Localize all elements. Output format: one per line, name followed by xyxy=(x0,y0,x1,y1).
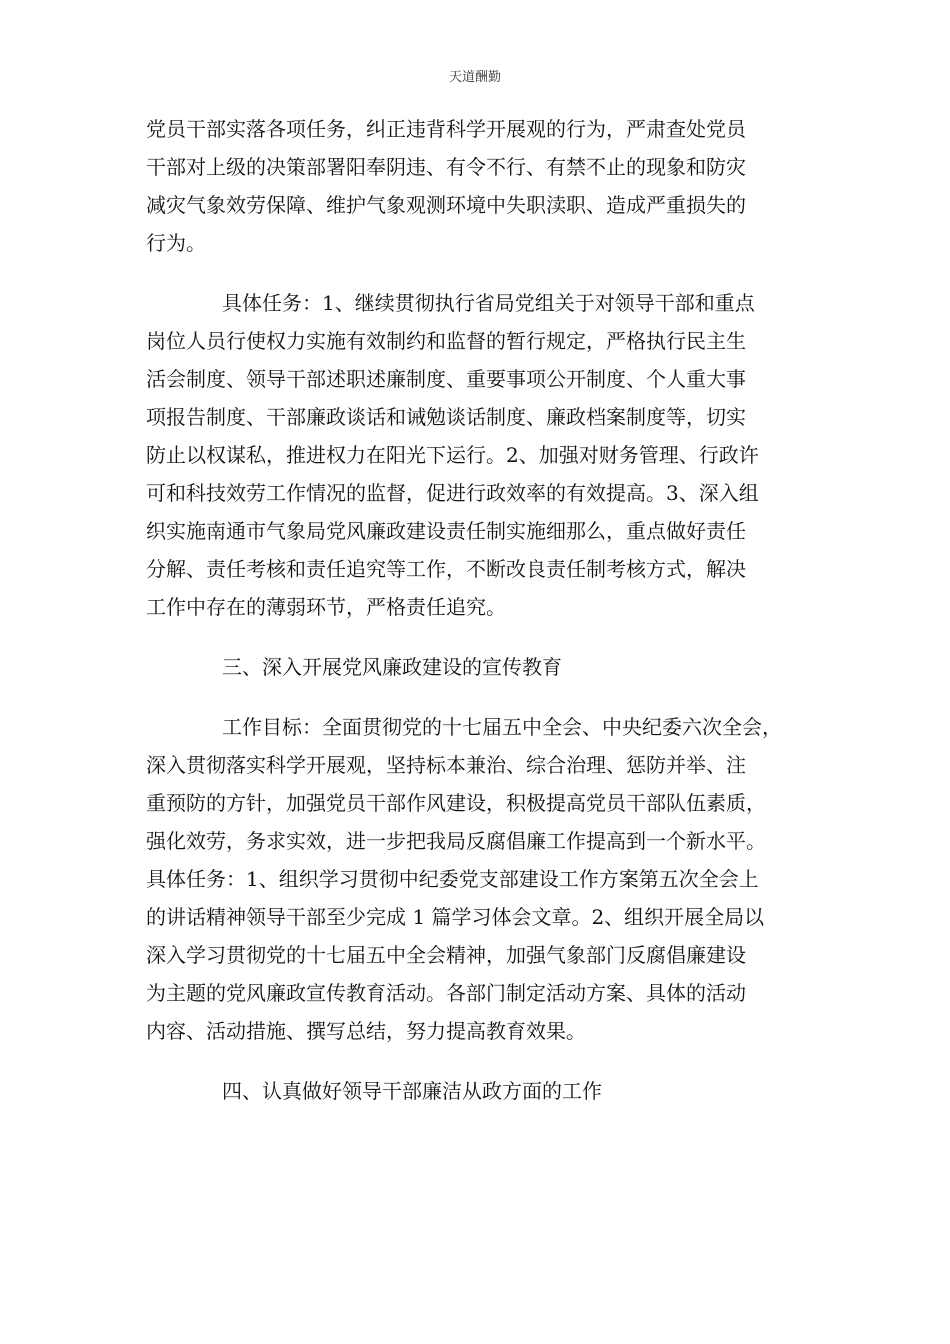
text-line: 具体任务：1、组织学习贯彻中纪委党支部建设工作方案第五次全会上 xyxy=(146,867,759,891)
text-line: 织实施南通市气象局党风廉政建设责任制实施细那么，重点做好责任 xyxy=(146,519,746,543)
text-line: 为主题的党风廉政宣传教育活动。各部门制定活动方案、具体的活动 xyxy=(146,981,746,1005)
text-line: 可和科技效劳工作情况的监督，促进行政效率的有效提高。3、深入组 xyxy=(146,481,759,505)
text-line: 行为。 xyxy=(146,231,206,255)
text-line: 防止以权谋私，推进权力在阳光下运行。2、加强对财务管理、行政许 xyxy=(146,443,759,467)
text-line: 具体任务：1、继续贯彻执行省局党组关于对领导干部和重点 xyxy=(222,291,755,315)
text-line: 强化效劳，务求实效，进一步把我局反腐倡廉工作提高到一个新水平。 xyxy=(146,829,766,853)
section-heading: 四、认真做好领导干部廉洁从政方面的工作 xyxy=(222,1079,602,1103)
text-line: 内容、活动措施、撰写总结，努力提高教育效果。 xyxy=(146,1019,586,1043)
section-heading: 三、深入开展党风廉政建设的宣传教育 xyxy=(222,655,562,679)
text-line: 岗位人员行使权力实施有效制约和监督的暂行规定，严格执行民主生 xyxy=(146,329,746,353)
text-line: 深入贯彻落实科学开展观，坚持标本兼治、综合治理、惩防并举、注 xyxy=(146,753,746,777)
text-line: 活会制度、领导干部述职述廉制度、重要事项公开制度、个人重大事 xyxy=(146,367,746,391)
text-line: 工作目标：全面贯彻党的十七届五中全会、中央纪委六次全会， xyxy=(222,715,782,739)
text-line: 减灾气象效劳保障、维护气象观测环境中失职渎职、造成严重损失的 xyxy=(146,193,746,217)
text-line: 重预防的方针，加强党员干部作风建设，积极提高党员干部队伍素质， xyxy=(146,791,766,815)
text-line: 分解、责任考核和责任追究等工作，不断改良责任制考核方式，解决 xyxy=(146,557,746,581)
text-line: 深入学习贯彻党的十七届五中全会精神，加强气象部门反腐倡廉建设 xyxy=(146,943,746,967)
page-header: 天道酬勤 xyxy=(448,70,501,85)
text-line: 工作中存在的薄弱环节，严格责任追究。 xyxy=(146,595,506,619)
text-line: 党员干部实落各项任务，纠正违背科学开展观的行为，严肃查处党员 xyxy=(146,117,746,141)
text-line: 的讲话精神领导干部至少完成 1 篇学习体会文章。2、组织开展全局以 xyxy=(146,905,765,929)
text-line: 项报告制度、干部廉政谈话和诫勉谈话制度、廉政档案制度等，切实 xyxy=(146,405,746,429)
text-line: 干部对上级的决策部署阳奉阴违、有令不行、有禁不止的现象和防灾 xyxy=(146,155,746,179)
